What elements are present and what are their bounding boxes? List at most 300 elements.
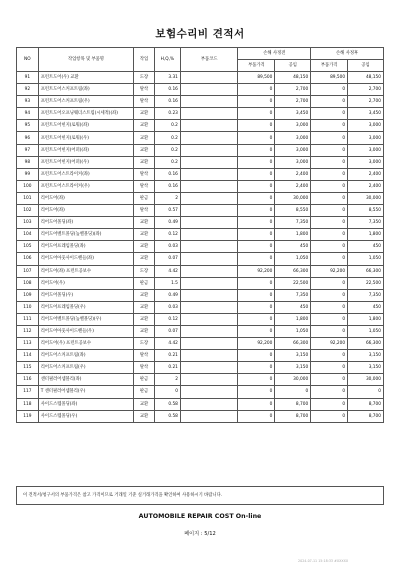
- row-part-code: [180, 96, 238, 108]
- table-row: [17, 277, 384, 289]
- row-hq: 0.49: [154, 217, 180, 229]
- row-part-code: [180, 192, 238, 204]
- row-part-price-after: 0: [311, 386, 348, 398]
- table-row: [17, 350, 384, 362]
- row-labor-after: 2,700: [348, 96, 384, 108]
- row-no: 114: [17, 350, 39, 362]
- row-labor-before: 0: [275, 386, 311, 398]
- table-row: [17, 289, 384, 301]
- row-hq: 0.49: [154, 289, 180, 301]
- row-work: 탈착: [134, 180, 155, 192]
- row-hq: 0.58: [154, 398, 180, 410]
- row-labor-after: 3,150: [348, 350, 384, 362]
- row-part-price-before: 0: [238, 253, 275, 265]
- row-labor-after: 7,350: [348, 217, 384, 229]
- row-work: 탈착: [134, 205, 155, 217]
- row-labor-after: 1,800: [348, 313, 384, 325]
- row-labor-before: 3,000: [275, 156, 311, 168]
- row-part-price-after: 0: [311, 84, 348, 96]
- row-labor-before: 3,000: [275, 144, 311, 156]
- row-labor-after: 30,000: [348, 374, 384, 386]
- table-row: [17, 217, 384, 229]
- row-part-code: [180, 289, 238, 301]
- row-labor-after: 8,550: [348, 205, 384, 217]
- row-item: 리어도어몰딩(우): [38, 289, 134, 301]
- row-hq: 0.2: [154, 156, 180, 168]
- table-row: [17, 132, 384, 144]
- row-work: 교환: [134, 156, 155, 168]
- row-part-code: [180, 108, 238, 120]
- row-part-price-before: 0: [238, 192, 275, 204]
- row-item: 리어도어스커프트림(우): [38, 362, 134, 374]
- row-labor-before: 3,150: [275, 350, 311, 362]
- table-row: [17, 253, 384, 265]
- row-no: 94: [17, 108, 39, 120]
- row-work: 탈착: [134, 362, 155, 374]
- row-work: 교환: [134, 229, 155, 241]
- row-item: 리어도어(좌): [38, 205, 134, 217]
- row-part-price-before: 0: [238, 156, 275, 168]
- row-part-code: [180, 180, 238, 192]
- row-part-price-after: 0: [311, 120, 348, 132]
- header-part-price-after: 부품가격: [311, 60, 348, 72]
- row-labor-before: 30,000: [275, 374, 311, 386]
- row-labor-after: 1,050: [348, 253, 384, 265]
- table-row: [17, 338, 384, 350]
- row-work: 교환: [134, 313, 155, 325]
- row-work: 교환: [134, 410, 155, 422]
- row-hq: 0.2: [154, 144, 180, 156]
- row-part-price-before: 89,500: [238, 72, 275, 84]
- table-row: [17, 301, 384, 313]
- row-no: 118: [17, 398, 39, 410]
- row-no: 112: [17, 325, 39, 337]
- table-row: [17, 120, 384, 132]
- footer-title: AUTOMOBILE REPAIR COST On-line: [138, 513, 262, 520]
- row-hq: 0.57: [154, 205, 180, 217]
- document-title: 보험수리비 견적서: [155, 28, 245, 40]
- row-work: 탈착: [134, 168, 155, 180]
- row-part-price-after: 0: [311, 180, 348, 192]
- row-part-price-after: 0: [311, 362, 348, 374]
- row-labor-before: 450: [275, 301, 311, 313]
- table-row: [17, 192, 384, 204]
- row-part-price-before: 0: [238, 325, 275, 337]
- row-part-price-after: 0: [311, 350, 348, 362]
- row-labor-before: 7,350: [275, 217, 311, 229]
- row-part-price-after: 0: [311, 229, 348, 241]
- row-item: 프런트도어오프닝웨더스트립(시세적)(좌): [38, 108, 134, 120]
- row-labor-after: 2,700: [348, 84, 384, 96]
- row-part-price-before: 0: [238, 229, 275, 241]
- row-hq: 0.07: [154, 325, 180, 337]
- row-labor-before: 3,450: [275, 108, 311, 120]
- row-part-price-before: 0: [238, 205, 275, 217]
- row-no: 105: [17, 241, 39, 253]
- table-row: [17, 325, 384, 337]
- row-part-code: [180, 362, 238, 374]
- row-labor-before: 2,700: [275, 84, 311, 96]
- row-labor-after: 2,400: [348, 168, 384, 180]
- row-no: 119: [17, 410, 39, 422]
- row-part-code: [180, 229, 238, 241]
- header-labor-after: 공임: [348, 60, 384, 72]
- row-no: 98: [17, 156, 39, 168]
- row-hq: 0.21: [154, 362, 180, 374]
- row-hq: 0.07: [154, 253, 180, 265]
- table-row: [17, 374, 384, 386]
- row-part-price-before: 0: [238, 120, 275, 132]
- row-part-price-before: 92,200: [238, 265, 275, 277]
- row-no: 107: [17, 265, 39, 277]
- row-item: 리어도어프레임몰딩(우): [38, 301, 134, 313]
- row-labor-after: 30,000: [348, 192, 384, 204]
- row-labor-after: 1,800: [348, 229, 384, 241]
- row-part-price-after: 0: [311, 241, 348, 253]
- table-row: [17, 313, 384, 325]
- header-labor-before: 공임: [275, 60, 311, 72]
- row-part-price-after: 92,200: [311, 338, 348, 350]
- row-work: 도장: [134, 72, 155, 84]
- row-work: 판금: [134, 192, 155, 204]
- row-part-price-before: 0: [238, 84, 275, 96]
- row-part-price-before: 0: [238, 386, 275, 398]
- row-hq: 1.5: [154, 277, 180, 289]
- row-item: T 센터필러어셈블리(우): [38, 386, 134, 398]
- row-part-code: [180, 132, 238, 144]
- row-labor-before: 7,350: [275, 289, 311, 301]
- header-part-code: 부품코드: [180, 48, 238, 72]
- row-part-code: [180, 217, 238, 229]
- row-part-price-after: 0: [311, 325, 348, 337]
- row-work: 교환: [134, 301, 155, 313]
- row-labor-after: 3,000: [348, 156, 384, 168]
- row-item: 리어도어몰딩(좌): [38, 217, 134, 229]
- remarks-note: 이 견적서/청구서의 부품가격은 참고 가격이므로 거래일 기준 실거래가격을 확인하여 사용하시기 바랍니다.: [16, 486, 384, 505]
- row-item: 프런트도어힌지(어퍼)(좌): [38, 144, 134, 156]
- row-item: 리어도어(좌) 프런트공보수: [38, 265, 134, 277]
- row-hq: 0.2: [154, 132, 180, 144]
- row-item: 프런트도어힌지(로워)(좌): [38, 120, 134, 132]
- row-labor-after: 3,000: [348, 120, 384, 132]
- row-work: 탈착: [134, 96, 155, 108]
- row-work: 도장: [134, 265, 155, 277]
- row-no: 102: [17, 205, 39, 217]
- row-hq: 3.31: [154, 72, 180, 84]
- row-work: 교환: [134, 108, 155, 120]
- row-part-price-before: 0: [238, 168, 275, 180]
- row-hq: 0.16: [154, 96, 180, 108]
- row-part-code: [180, 325, 238, 337]
- table-row: [17, 398, 384, 410]
- row-no: 116: [17, 374, 39, 386]
- row-labor-after: 3,000: [348, 144, 384, 156]
- row-labor-after: 8,700: [348, 410, 384, 422]
- row-part-price-before: 0: [238, 241, 275, 253]
- row-part-price-after: 0: [311, 253, 348, 265]
- row-labor-before: 66,300: [275, 265, 311, 277]
- row-no: 100: [17, 180, 39, 192]
- row-labor-before: 30,000: [275, 192, 311, 204]
- row-hq: 0.16: [154, 84, 180, 96]
- table-row: [17, 156, 384, 168]
- row-part-price-after: 0: [311, 168, 348, 180]
- row-item: 프런트도어스트라이커(좌): [38, 168, 134, 180]
- row-labor-after: 8,700: [348, 398, 384, 410]
- table-row: [17, 72, 384, 84]
- row-part-code: [180, 120, 238, 132]
- header-hqty: H,Q,%: [154, 48, 180, 72]
- row-work: 판금: [134, 386, 155, 398]
- row-part-price-after: 92,200: [311, 265, 348, 277]
- table-row: [17, 84, 384, 96]
- row-item: 리어도어스커프트림(좌): [38, 350, 134, 362]
- table-row: [17, 205, 384, 217]
- row-labor-after: 48,150: [348, 72, 384, 84]
- table-row: [17, 229, 384, 241]
- row-part-price-before: 0: [238, 108, 275, 120]
- row-part-price-after: 0: [311, 144, 348, 156]
- row-labor-before: 3,000: [275, 132, 311, 144]
- row-no: 110: [17, 301, 39, 313]
- estimate-rows: [17, 72, 384, 423]
- row-hq: 0.16: [154, 180, 180, 192]
- row-labor-before: 48,150: [275, 72, 311, 84]
- row-item: 프런트도어(우) 교환: [38, 72, 134, 84]
- row-labor-before: 3,000: [275, 120, 311, 132]
- row-no: 96: [17, 132, 39, 144]
- row-part-price-before: 92,200: [238, 338, 275, 350]
- row-item: 프런트도어힌지(어퍼)(우): [38, 156, 134, 168]
- row-part-price-after: 0: [311, 398, 348, 410]
- row-part-price-after: 0: [311, 313, 348, 325]
- row-no: 99: [17, 168, 39, 180]
- row-part-code: [180, 144, 238, 156]
- row-labor-after: 3,150: [348, 362, 384, 374]
- row-hq: 4.42: [154, 338, 180, 350]
- row-item: 프런트도어스트라이커(우): [38, 180, 134, 192]
- row-work: 교환: [134, 325, 155, 337]
- row-no: 101: [17, 192, 39, 204]
- row-hq: 0.23: [154, 108, 180, 120]
- row-labor-after: 2,400: [348, 180, 384, 192]
- row-item: 리어도어벨트몰딩(높벨몰딩)(좌): [38, 229, 134, 241]
- row-item: 리어도어아웃사이드핸들(좌): [38, 253, 134, 265]
- row-item: 센터필러어셈블리(좌): [38, 374, 134, 386]
- row-item: 프런트도어스커프트림(좌): [38, 84, 134, 96]
- row-labor-before: 3,150: [275, 362, 311, 374]
- row-labor-before: 450: [275, 241, 311, 253]
- estimate-table: [16, 47, 384, 423]
- row-part-code: [180, 350, 238, 362]
- row-part-price-before: 0: [238, 410, 275, 422]
- row-work: 교환: [134, 253, 155, 265]
- header-item: 작업항목 및 부품명: [38, 48, 134, 72]
- row-hq: 2: [154, 192, 180, 204]
- row-part-price-before: 0: [238, 301, 275, 313]
- row-labor-after: 450: [348, 241, 384, 253]
- row-labor-before: 1,800: [275, 229, 311, 241]
- row-part-code: [180, 301, 238, 313]
- row-hq: 0.03: [154, 241, 180, 253]
- table-row: [17, 410, 384, 422]
- row-part-price-after: 0: [311, 410, 348, 422]
- row-labor-after: 1,050: [348, 325, 384, 337]
- row-part-code: [180, 265, 238, 277]
- row-work: 교환: [134, 120, 155, 132]
- row-part-price-before: 0: [238, 350, 275, 362]
- row-part-price-before: 0: [238, 96, 275, 108]
- row-item: 사이드스텝몰딩(좌): [38, 398, 134, 410]
- row-work: 도장: [134, 338, 155, 350]
- row-part-code: [180, 156, 238, 168]
- row-part-price-before: 0: [238, 277, 275, 289]
- table-row: [17, 386, 384, 398]
- row-part-price-after: 0: [311, 374, 348, 386]
- row-item: 프런트도어힌지(로워)(우): [38, 132, 134, 144]
- row-labor-after: 0: [348, 386, 384, 398]
- row-part-price-before: 0: [238, 217, 275, 229]
- row-labor-before: 2,400: [275, 180, 311, 192]
- row-part-price-after: 0: [311, 277, 348, 289]
- row-part-code: [180, 398, 238, 410]
- row-part-code: [180, 253, 238, 265]
- row-work: 교환: [134, 398, 155, 410]
- row-part-code: [180, 386, 238, 398]
- row-item: 리어도어(좌): [38, 192, 134, 204]
- row-hq: 0.03: [154, 301, 180, 313]
- row-no: 108: [17, 277, 39, 289]
- row-hq: 0.58: [154, 410, 180, 422]
- table-row: [17, 144, 384, 156]
- row-work: 교환: [134, 289, 155, 301]
- row-work: 판금: [134, 374, 155, 386]
- row-part-price-after: 0: [311, 289, 348, 301]
- row-no: 115: [17, 362, 39, 374]
- row-labor-before: 8,700: [275, 398, 311, 410]
- table-row: [17, 362, 384, 374]
- row-no: 93: [17, 96, 39, 108]
- row-work: 교환: [134, 132, 155, 144]
- row-hq: 0.21: [154, 350, 180, 362]
- row-part-code: [180, 241, 238, 253]
- row-labor-before: 22,500: [275, 277, 311, 289]
- row-part-price-before: 0: [238, 180, 275, 192]
- row-no: 117: [17, 386, 39, 398]
- row-hq: 4.42: [154, 265, 180, 277]
- row-labor-before: 66,300: [275, 338, 311, 350]
- row-part-code: [180, 338, 238, 350]
- row-no: 103: [17, 217, 39, 229]
- row-part-price-before: 0: [238, 289, 275, 301]
- row-work: 탈착: [134, 84, 155, 96]
- row-hq: 0.2: [154, 120, 180, 132]
- table-row: [17, 180, 384, 192]
- header-no: NO: [17, 48, 39, 72]
- row-part-code: [180, 313, 238, 325]
- row-part-code: [180, 277, 238, 289]
- row-labor-before: 8,700: [275, 410, 311, 422]
- row-work: 교환: [134, 241, 155, 253]
- row-part-price-after: 0: [311, 132, 348, 144]
- row-no: 109: [17, 289, 39, 301]
- row-part-price-after: 0: [311, 192, 348, 204]
- row-no: 95: [17, 120, 39, 132]
- page-number: 페이지 : 5/12: [184, 531, 216, 537]
- row-labor-after: 66,300: [348, 338, 384, 350]
- row-labor-before: 1,050: [275, 253, 311, 265]
- table-row: [17, 241, 384, 253]
- row-no: 104: [17, 229, 39, 241]
- row-no: 92: [17, 84, 39, 96]
- row-item: 사이드스텝몰딩(우): [38, 410, 134, 422]
- row-part-price-before: 0: [238, 374, 275, 386]
- row-part-code: [180, 72, 238, 84]
- row-hq: 0.12: [154, 229, 180, 241]
- row-no: 113: [17, 338, 39, 350]
- row-hq: 2: [154, 374, 180, 386]
- row-item: 리어도어아웃사이드핸들(우): [38, 325, 134, 337]
- table-row: [17, 108, 384, 120]
- row-part-price-after: 0: [311, 217, 348, 229]
- row-work: 판금: [134, 277, 155, 289]
- row-part-price-after: 0: [311, 156, 348, 168]
- row-part-code: [180, 84, 238, 96]
- row-no: 106: [17, 253, 39, 265]
- row-labor-after: 3,000: [348, 132, 384, 144]
- row-labor-before: 8,550: [275, 205, 311, 217]
- row-labor-after: 66,300: [348, 265, 384, 277]
- row-work: 탈착: [134, 350, 155, 362]
- row-part-price-before: 0: [238, 362, 275, 374]
- row-part-price-after: 0: [311, 301, 348, 313]
- row-part-price-after: 89,500: [311, 72, 348, 84]
- row-part-price-after: 0: [311, 96, 348, 108]
- row-part-price-after: 0: [311, 108, 348, 120]
- row-work: 교환: [134, 144, 155, 156]
- row-part-code: [180, 410, 238, 422]
- row-part-price-before: 0: [238, 132, 275, 144]
- row-part-price-after: 0: [311, 205, 348, 217]
- row-labor-after: 3,450: [348, 108, 384, 120]
- row-hq: 0.16: [154, 168, 180, 180]
- row-no: 111: [17, 313, 39, 325]
- row-hq: 0: [154, 386, 180, 398]
- row-item: 리어도어(우) 프런트공보수: [38, 338, 134, 350]
- row-part-code: [180, 168, 238, 180]
- row-item: 리어도어벨트몰딩(높벨몰딩)(우): [38, 313, 134, 325]
- row-part-code: [180, 205, 238, 217]
- row-labor-before: 2,400: [275, 168, 311, 180]
- row-item: 리어도어(우): [38, 277, 134, 289]
- row-work: 교환: [134, 217, 155, 229]
- header-work: 작업: [134, 48, 155, 72]
- row-labor-before: 1,800: [275, 313, 311, 325]
- header-after-adjust: 손해 사정후: [311, 48, 384, 60]
- row-no: 97: [17, 144, 39, 156]
- row-part-price-before: 0: [238, 398, 275, 410]
- header-before-adjust: 손해 사정전: [238, 48, 311, 60]
- row-labor-after: 7,350: [348, 289, 384, 301]
- row-item: 리어도어프레임몰딩(좌): [38, 241, 134, 253]
- row-no: 91: [17, 72, 39, 84]
- header-part-price-before: 부품가격: [238, 60, 275, 72]
- row-hq: 0.12: [154, 313, 180, 325]
- row-part-price-before: 0: [238, 144, 275, 156]
- row-part-price-before: 0: [238, 313, 275, 325]
- row-labor-before: 2,700: [275, 96, 311, 108]
- table-row: [17, 265, 384, 277]
